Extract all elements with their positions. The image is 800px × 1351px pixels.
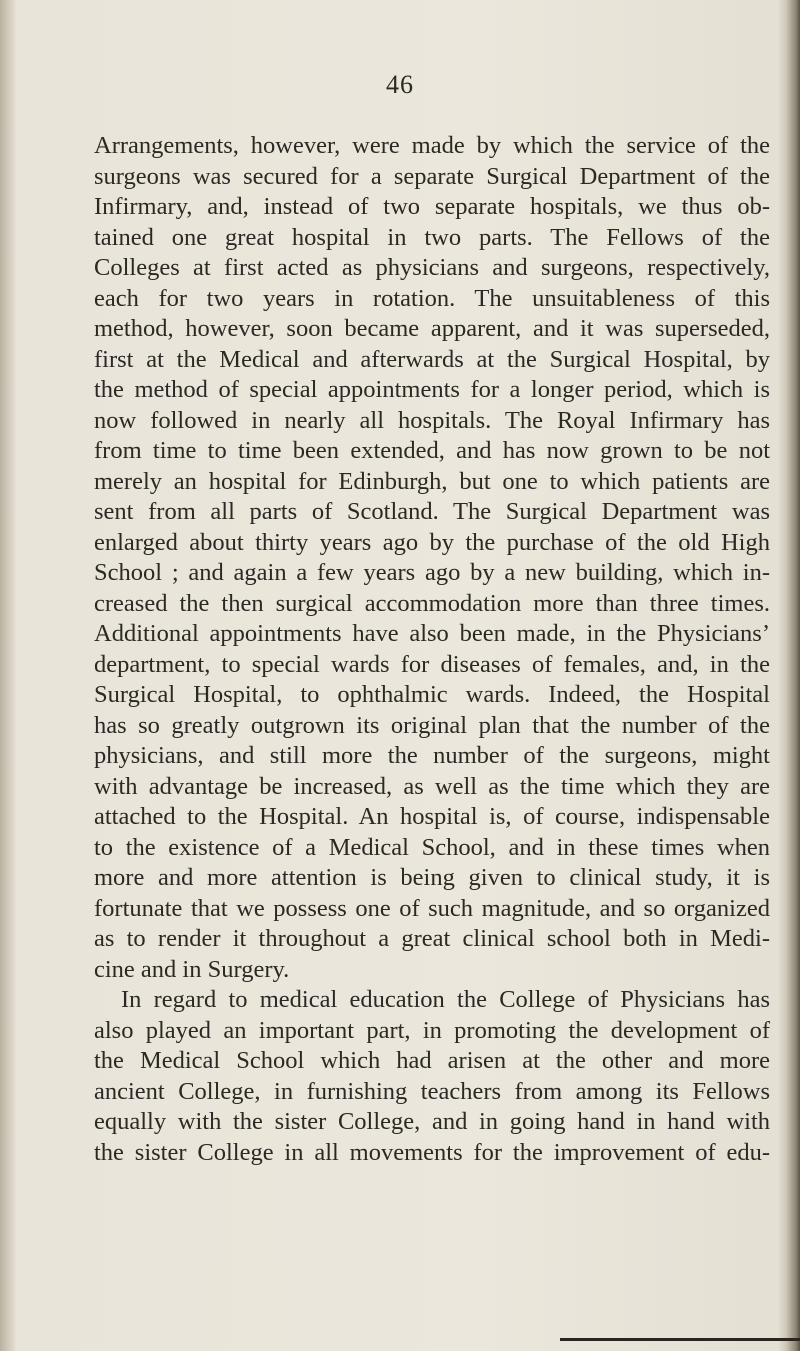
text-line: has so greatly outgrown its original plan that the number of the	[94, 711, 770, 739]
text-line: Additional appointments have also been made, in the Physicians’	[94, 620, 770, 647]
text-line: Colleges at first acted as physicians and surgeons, respectively,	[94, 254, 770, 281]
text-line: the sister College in all movements for the improvement of edu-	[94, 1138, 770, 1166]
text-line: In regard to medical education the College of Physicians has	[121, 986, 770, 1013]
text-line: now followed in nearly all hospitals. The Royal Infirmary has	[94, 406, 770, 434]
text-line: attached to the Hospital. An hospital is, of course, indispensable	[94, 803, 770, 830]
text-line: more and more attention is being given to clinical study, it is	[94, 864, 770, 891]
text-line: also played an important part, in promoting the development of	[94, 1016, 770, 1044]
text-line: ancient College, in furnishing teachers from among its Fellows	[94, 1077, 770, 1105]
text-line: to the existence of a Medical School, and in these times when	[94, 833, 770, 861]
text-line: sent from all parts of Scotland. The Surgical Department was	[94, 498, 770, 525]
text-line: physicians, and still more the number of the surgeons, might	[94, 742, 770, 769]
text-line: equally with the sister College, and in going hand in hand with	[94, 1108, 770, 1135]
text-line: School ; and again a few years ago by a new building, which in-	[94, 559, 770, 586]
page-number: 46	[386, 70, 414, 99]
text-line: the Medical School which had arisen at the other and more	[94, 1047, 770, 1074]
text-line: Arrangements, however, were made by which the service of the	[94, 132, 770, 159]
text-line: with advantage be increased, as well as the time which they are	[94, 772, 770, 800]
text-line: each for two years in rotation. The unsuitableness of this	[94, 284, 770, 312]
text-line: Surgical Hospital, to ophthalmic wards. Indeed, the Hospital	[94, 681, 770, 708]
text-line: method, however, soon became apparent, and it was superseded,	[94, 315, 770, 342]
text-line: from time to time been extended, and has now grown to be not	[94, 437, 770, 464]
text-line: Infirmary, and, instead of two separate hospitals, we thus ob-	[94, 193, 770, 220]
bottom-edge-line	[560, 1338, 800, 1341]
text-line: as to render it throughout a great clinical school both in Medi-	[94, 925, 770, 952]
text-line: fortunate that we possess one of such magnitude, and so organized	[94, 894, 770, 922]
text-line: cine and in Surgery.	[94, 955, 290, 983]
page-gutter-shadow	[0, 0, 16, 1351]
text-line: department, to special wards for diseases of females, and, in the	[94, 650, 770, 678]
text-line: first at the Medical and afterwards at the Surgical Hospital, by	[94, 345, 770, 373]
text-line: merely an hospital for Edinburgh, but one to which patients are	[94, 467, 770, 495]
text-line: the method of special appointments for a longer period, which is	[94, 376, 770, 403]
text-line: enlarged about thirty years ago by the purchase of the old High	[94, 528, 770, 556]
page-edge-shadow	[778, 0, 800, 1351]
text-line: tained one great hospital in two parts. The Fellows of the	[94, 223, 770, 251]
text-line: creased the then surgical accommodation more than three times.	[94, 589, 770, 617]
body-text	[94, 131, 770, 1168]
text-line: surgeons was secured for a separate Surgical Department of the	[94, 162, 770, 190]
